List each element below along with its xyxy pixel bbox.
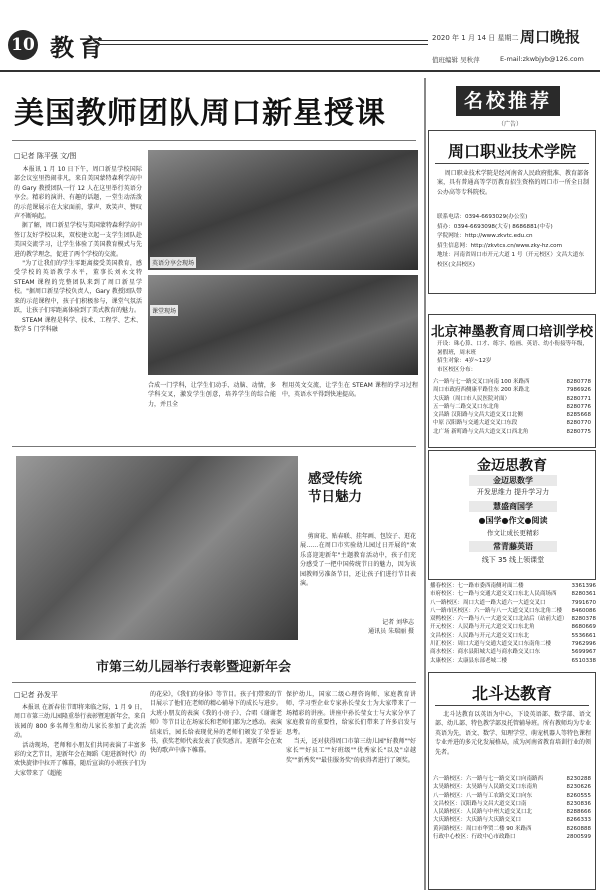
campus-phone: 8460086 bbox=[571, 607, 596, 614]
masthead: 周口晚报 bbox=[520, 28, 581, 46]
campus-phone: 5536661 bbox=[571, 632, 596, 639]
campus-row bbox=[433, 783, 591, 791]
campus-row bbox=[433, 800, 591, 808]
campus-phone: 8230836 bbox=[566, 800, 591, 807]
photo-classroom bbox=[148, 275, 418, 375]
campus-row bbox=[433, 395, 591, 403]
campus-row bbox=[430, 648, 596, 656]
page-number: 10 bbox=[8, 30, 38, 60]
campus-row bbox=[430, 657, 596, 665]
program-math: 金迈思数学 bbox=[469, 475, 557, 486]
feature-title-line2: 节日魅力 bbox=[308, 489, 362, 505]
campus-phone: 7986926 bbox=[566, 387, 591, 394]
campus-phone: 6510338 bbox=[571, 657, 596, 664]
school-contact: 联系电话：0394-6693029(办公室) 招办：0394-6693098(大专) 8686881(中专) 学院网址：http://www.zkvtc.edu.cn 招生信息网：http://zkvtcs.cn/www.zky-hz.com 地址：河南省周口市开元大道 1 号（开元校区）文昌大道东校区(文昌校区) bbox=[437, 214, 584, 268]
campus-row bbox=[430, 632, 596, 640]
campus-address: 太康校区：太康县东部老城二楼 bbox=[430, 657, 508, 664]
campus-address: 八一路市区校区：六一路与八一大道交叉口东北角二楼 bbox=[430, 607, 563, 614]
story2-column-2: 的花朵》，《我们的身体》等节目。孩子们带来的节目展示了他们在老师的精心辅导下的成长与进步。大班小朋友的表演《我的小房子》、合唱《谢谢老师》等节目让在场家长和老师们都为之感动。表演结束后，园长给表现优异的老师们颁发了荣誉证书，获奖老师代表发表了获奖感言。迎新年会在欢快的歌声中落下帷幕。 bbox=[150, 691, 283, 755]
campus-phone: 8260888 bbox=[566, 825, 591, 832]
campus-row bbox=[430, 599, 596, 607]
campus-table bbox=[430, 582, 596, 665]
campus-address: 五一路与二路交叉口东北角 bbox=[433, 403, 500, 410]
ad-beidouda-education bbox=[428, 672, 596, 890]
campus-address: 文昌校区：人民路与开元大道交叉口东北 bbox=[430, 632, 530, 639]
campus-phone: 5699967 bbox=[571, 649, 596, 656]
program-guoxue-desc: ●国学●作文●阅读 bbox=[478, 516, 548, 525]
campus-phone: 8280771 bbox=[566, 395, 591, 402]
photo-kindergarten-festival bbox=[16, 456, 298, 640]
campus-phone: 8280361 bbox=[571, 591, 596, 598]
campus-address: 行政中心校区：行政中心市政路口 bbox=[433, 834, 516, 841]
campus-phone: 8288666 bbox=[566, 809, 591, 816]
section-title: 教育 bbox=[50, 33, 108, 62]
school-desc: 周口职业技术学院是经河南省人民政府批准、教育部备案，具有普通高等学历教育招生资格的周口市一所全日制公办高等专科院校。 bbox=[437, 170, 589, 196]
headline-story1: 美国教师团队周口新星授课 bbox=[14, 96, 386, 131]
campus-row bbox=[433, 792, 591, 800]
ad-jinmaisi-education bbox=[428, 450, 596, 580]
program-guoxue-slogan: 作文让成长更精彩 bbox=[487, 529, 539, 537]
school-name: 北京神墨教育周口培训学校 bbox=[431, 324, 593, 340]
campus-row bbox=[433, 428, 591, 436]
divider bbox=[435, 163, 589, 164]
campus-address: 开元校区：人民路与开元大道交叉口东北角 bbox=[430, 624, 535, 631]
campus-address: 川汇校区：周口大道与交通大道交叉口东南角二楼 bbox=[430, 641, 552, 648]
story1-column-1: 本报讯 1 月 10 日下午，周口新星学校国际部会议室里热闹非凡，来自美国蒙特森利学高中的 Gary 教授团队一行 12 人在这里举行英语分享会。精彩的演讲、有趣的话题，一堂生动活泼的示范课展示在大家面前，掌声、欢笑声、赞叹声不断响起。 据了解，周口新星学校与美国蒙特森利学高中签订友好学校以来，双校建立起一支学生团队赴美国交流学习，让学生体验了美国教育模式与先进的教学理念，促进了两个学校的交流。 "为了让我们的学生零距离接受美国教育，感受学校的英语教学水平，董事长刘永文特 STEAM 课程的完整团队来到了周口新星学校。"据周口新星学校负责人，Gary 教授团队带来的示范课程中，孩子们积极参与，课堂气氛活跃，让孩子们零距离体验到了美式教育的魅力。 STEAM 课程是科学、技术、工程学、艺术、数学 5 门学科融 bbox=[14, 166, 142, 333]
campus-address: 市府校区：七一路与交通大道交叉口东北人民商场西 bbox=[430, 591, 557, 598]
campus-row bbox=[433, 808, 591, 816]
campus-address: 大庆路校区：大庆路与大庆路交叉口 bbox=[433, 817, 522, 824]
campus-address: 六一路与七一路交叉口向南 100 米路西 bbox=[433, 379, 530, 385]
campus-address: 双鸭校区：六一路与八一大道交叉口北站后（站前大道） bbox=[430, 616, 568, 623]
campus-phone: 8285668 bbox=[566, 412, 591, 419]
school-desc: 开设：珠心算、口才、练字、绘画、英语、幼小衔接等年级，暑假班，周末班 招生对象：4岁~12岁 市区校区分布： bbox=[437, 341, 589, 373]
campus-row bbox=[433, 816, 591, 824]
campus-phone: 8260555 bbox=[566, 792, 591, 799]
program-guoxue: 慧盛商国学 bbox=[469, 501, 557, 512]
headline-story2: 市第三幼儿园举行表彰暨迎新年会 bbox=[96, 660, 292, 675]
campus-address: 八一路校区：周口大道一路大道六一大道交叉口 bbox=[430, 599, 546, 606]
campus-address: 六一路校区：六一路与七一路交叉口向南路西 bbox=[433, 776, 544, 782]
program-math-desc: 开发思维力 提升学习力 bbox=[476, 488, 550, 496]
campus-phone: 2800599 bbox=[566, 834, 591, 841]
duty-editor: 值班编辑 吴秋萍 bbox=[432, 56, 480, 64]
school-name: 金迈思教育 bbox=[477, 458, 547, 474]
campus-phone: 7962996 bbox=[571, 641, 596, 648]
campus-table bbox=[433, 775, 591, 841]
campus-row bbox=[433, 825, 591, 833]
campus-row bbox=[433, 775, 591, 783]
campus-row bbox=[433, 378, 591, 386]
campus-phone: 8280776 bbox=[566, 403, 591, 410]
campus-phone: 8230288 bbox=[566, 776, 591, 782]
byline-story1: □记者 陈平强 文/图 bbox=[14, 152, 77, 160]
campus-row bbox=[430, 582, 596, 590]
ad-label: （广告） bbox=[498, 121, 523, 128]
photo-caption: 英语分享会现场 bbox=[150, 257, 196, 268]
story2-column-1: 本报讯 在新春佳节即将来临之际，1 月 9 日，周口市第三幼儿园隆重举行表彰暨迎新年会，来自该园的 800 多名师生和幼儿家长参加了此次活动。 活动现场，老师和小朋友们共同表演了丰富多彩的文艺节目，迎新年会在舞蹈《迎进新时代》的欢快旋律中拉开了帷幕，随后宣读的小班孩子们为大家带来了《超能 bbox=[14, 704, 147, 777]
campus-row bbox=[430, 640, 596, 648]
byline-story2: □记者 孙发平 bbox=[14, 691, 58, 699]
campus-row bbox=[433, 403, 591, 411]
campus-phone: 8280770 bbox=[566, 420, 591, 427]
campus-phone: 8280775 bbox=[566, 428, 591, 435]
campus-row bbox=[433, 833, 591, 841]
divider bbox=[12, 446, 416, 447]
campus-address: 商水校区：商水县阳城大道与商水路交叉口东 bbox=[430, 649, 541, 656]
divider bbox=[435, 705, 589, 706]
campus-address: 黄河路校区：周口市华贸二楼 90 米路西 bbox=[433, 825, 532, 832]
story1-column-3: 程用英文交流，让学生在 STEAM 课程的学习过程中，英语水平得到快速提高。 bbox=[282, 382, 418, 399]
ad-zhoukou-vocational bbox=[428, 130, 596, 294]
story2-column-3: 保护幼儿，国家二级心理咨询师、家庭教育讲师、学习型企业专家孙长莹女士为大家带来了一场精彩的讲座。讲座中孙长莹女士与大家分享了家庭教育的重要性，给家长们带来了许多启发与思考。 当天，还对获得周口市第三幼儿园"好教师""好家长""好员工""好班级""优秀家长"以及"卓越奖""新秀奖""最佳服务奖"的获得者进行了颁奖。 bbox=[286, 691, 417, 764]
feature-text: 剪窗花、贴春联、挂年画、包饺子、逛花展……在周口市实验幼儿园过日开展的"欢乐喜迎迎新年"主题教育活动中，孩子们充分感受了一把中国传统节日的魅力，因为该园教师另准备节目，还让孩子们进行节目表演。 bbox=[300, 533, 416, 588]
header-bar bbox=[0, 70, 600, 72]
campus-row bbox=[430, 623, 596, 631]
campus-row bbox=[430, 607, 596, 615]
header-rule bbox=[98, 40, 428, 45]
campus-table bbox=[433, 378, 591, 436]
campus-phone: 8230626 bbox=[566, 784, 591, 791]
campus-address: 人民路校区：人民路与中州大道交叉口北 bbox=[433, 809, 533, 816]
campus-phone: 8280778 bbox=[566, 379, 591, 385]
issue-date: 2020 年 1 月 14 日 星期二 bbox=[432, 34, 519, 42]
story1-column-2: 合成一门学科，让学生们动手、动脑、动情，多学科交叉，激发学生创意，培养学生的综合能力，并且全 bbox=[148, 382, 276, 408]
editor-email: E-mail:zkwbjyb@126.com bbox=[500, 55, 584, 63]
feature-byline: 记者 刘华志 通讯员 朱瑞丽 摄 bbox=[368, 619, 414, 636]
divider bbox=[12, 682, 416, 683]
campus-row bbox=[433, 419, 591, 427]
campus-address: 文昌路 汉阳路与文昌大道交叉口北侧 bbox=[433, 412, 523, 419]
program-english-desc: 线下 35 线上领课堂 bbox=[481, 556, 545, 564]
sidebar-banner: 名校推荐 bbox=[456, 86, 560, 116]
campus-phone: 8266333 bbox=[566, 817, 591, 824]
campus-address: 中原 汉阳路与交通大道交叉口东段 bbox=[433, 420, 518, 427]
program-english: 常青藤英语 bbox=[469, 541, 557, 552]
campus-row bbox=[430, 615, 596, 623]
divider bbox=[12, 140, 416, 141]
campus-address: 八一路校区：八一路与工农路交叉口向东 bbox=[433, 792, 533, 799]
campus-address: 文昌校区：汉阳路与文昌大道交叉口南 bbox=[433, 800, 527, 807]
campus-phone: 8280378 bbox=[571, 616, 596, 623]
campus-address: 周口市政府西侧康平路往东 200 米路北 bbox=[433, 387, 530, 394]
feature-title-line1: 感受传统 bbox=[308, 471, 362, 487]
photo-sharing-session bbox=[148, 150, 418, 270]
school-desc: 北斗达教育以英语为中心，下设英语部、数学部、语文部、幼儿部、特色教学部及托管辅导班。所有教师均为专业英语为先，语文、数学、知理学堂、萌宠机器人等特色课程专业并进的多元化发展格局，成为河南省教育培训行业的领先者。 bbox=[435, 711, 592, 756]
campus-phone: 7991670 bbox=[571, 599, 596, 606]
campus-phone: 8680669 bbox=[571, 624, 596, 631]
campus-address: 北广场 新町路与文昌大道交叉口西北角 bbox=[433, 428, 529, 435]
school-name: 北斗达教育 bbox=[471, 684, 552, 703]
campus-address: 播春校区：七一路市委西南侧对面二楼 bbox=[430, 583, 524, 589]
campus-row bbox=[433, 411, 591, 419]
school-name: 周口职业技术学院 bbox=[447, 142, 576, 161]
ad-shenmo-education bbox=[428, 314, 596, 448]
campus-address: 大庆路（周口市人民医院对面） bbox=[433, 395, 511, 402]
feature-title bbox=[308, 470, 362, 506]
column-divider bbox=[424, 78, 426, 890]
photo-caption: 课堂现场 bbox=[150, 305, 178, 316]
campus-row bbox=[433, 386, 591, 394]
campus-address: 太昊路校区：太昊路与人民路交叉口东南角 bbox=[433, 784, 538, 791]
campus-row bbox=[430, 590, 596, 598]
campus-phone: 3361396 bbox=[571, 583, 596, 589]
